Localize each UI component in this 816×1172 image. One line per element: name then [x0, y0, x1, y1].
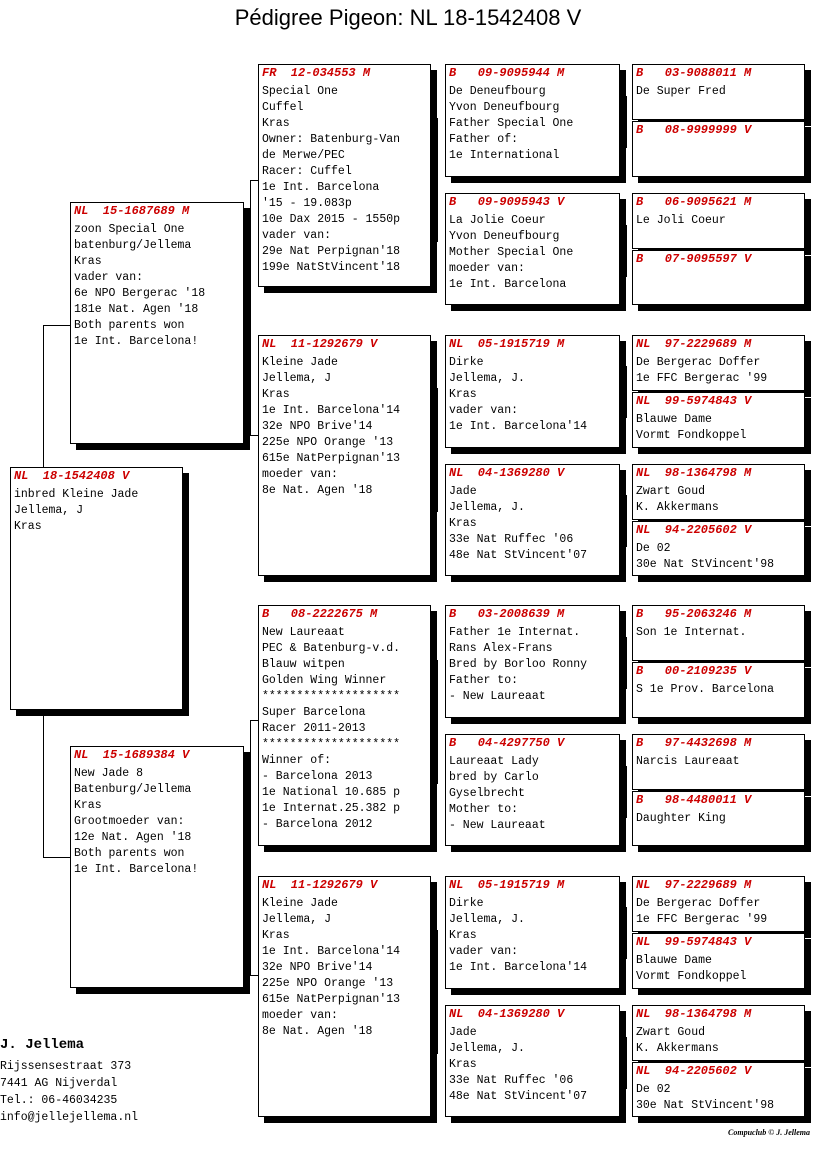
pigeon-details: Father 1e Internat. Rans Alex-Frans Bred by Borloo Ronny Father to: - New Laureaat: [449, 626, 588, 703]
owner-email: info@jellejellema.nl: [0, 1111, 139, 1124]
ring-number: B 09-9095943 V: [449, 195, 565, 209]
pigeon-details: S 1e Prov. Barcelona: [636, 683, 775, 696]
connector-line: [626, 766, 627, 818]
ring-number: NL 98-1364798 M: [636, 1007, 752, 1021]
ring-number: B 03-2008639 M: [449, 607, 565, 621]
ggg-parent-card: [632, 521, 805, 576]
ring-number: NL 15-1687689 M: [74, 204, 190, 218]
pigeon-details: [633, 137, 804, 141]
ring-number: NL 11-1292679 V: [262, 878, 378, 892]
sire-card: [70, 202, 244, 444]
connector-line: [250, 180, 251, 435]
ring-number: B 07-9095597 V: [636, 252, 752, 266]
ring-number: NL 97-2229689 M: [636, 337, 752, 351]
connector-line: [437, 118, 438, 242]
great-grandparent-card: [445, 335, 620, 448]
ggg-parent-card: [632, 193, 805, 249]
pigeon-details: New Laureaat PEC & Batenburg-v.d. Blauw witpen Golden Wing Winner ******************** Super Barcelona Racer 2011-2013 ******************** Winner of: - Barcelona 2013 1e National 10.685 p 1e Internat.25.382 p - Barcelona 2012: [262, 626, 401, 831]
pigeon-details: Jade Jellema, J. Kras 33e Nat Ruffec '06 48e Nat StVincent'07: [449, 1026, 588, 1103]
pigeon-details: Blauwe Dame Vormt Fondkoppel: [636, 413, 747, 442]
ggg-parent-card: [632, 1062, 805, 1117]
ring-number: B 00-2109235 V: [636, 664, 752, 678]
pigeon-details: Dirke Jellema, J. Kras vader van: 1e Int. Barcelona'14: [449, 356, 588, 433]
ring-number: B 98-4480011 V: [636, 793, 752, 807]
ring-number: NL 99-5974843 V: [636, 935, 752, 949]
connector-line: [437, 660, 438, 784]
connector-line: [43, 857, 71, 858]
great-grandparent-card: [445, 876, 620, 989]
ggg-parent-card: [632, 1005, 805, 1061]
owner-phone: Tel.: 06-46034235: [0, 1094, 118, 1107]
connector-line: [437, 388, 438, 512]
connector-line: [626, 495, 627, 547]
ring-number: NL 11-1292679 V: [262, 337, 378, 351]
ring-number: NL 05-1915719 M: [449, 878, 565, 892]
connector-line: [43, 325, 71, 326]
ring-number: NL 04-1369280 V: [449, 1007, 565, 1021]
pigeon-details: Jade Jellema, J. Kras 33e Nat Ruffec '06 48e Nat StVincent'07: [449, 485, 588, 562]
connector-line: [626, 637, 627, 689]
ring-number: NL 15-1689384 V: [74, 748, 190, 762]
connector-line: [250, 720, 251, 975]
connector-line: [626, 366, 627, 418]
connector-line: [626, 907, 627, 959]
great-grandparent-card: [445, 605, 620, 718]
ring-number: B 04-4297750 V: [449, 736, 565, 750]
dam-card: [70, 746, 244, 988]
pigeon-details: [633, 266, 804, 270]
pigeon-details: De Bergerac Doffer 1e FFC Bergerac '99: [636, 897, 768, 926]
owner-street: Rijssensestraat 373: [0, 1060, 132, 1073]
great-grandparent-card: [445, 193, 620, 305]
ring-number: NL 05-1915719 M: [449, 337, 565, 351]
pigeon-details: Kleine Jade Jellema, J Kras 1e Int. Barcelona'14 32e NPO Brive'14 225e NPO Orange '13 615e NatPerpignan'13 moeder van: 8e Nat. Agen '18: [262, 356, 401, 497]
ring-number: NL 18-1542408 V: [14, 469, 130, 483]
pigeon-details: New Jade 8 Batenburg/Jellema Kras Grootmoeder van: 12e Nat. Agen '18 Both parents won 1e Int. Barcelona!: [74, 767, 199, 876]
grandparent-card: [258, 605, 431, 846]
ring-number: B 03-9088011 M: [636, 66, 752, 80]
ggg-parent-card: [632, 464, 805, 520]
ring-number: B 08-9999999 V: [636, 123, 752, 137]
grandparent-card: [258, 64, 431, 287]
connector-line: [626, 96, 627, 148]
pigeon-details: La Jolie Coeur Yvon Deneufbourg Mother Special One moeder van: 1e Int. Barcelona: [449, 214, 574, 291]
ggg-parent-card: [632, 121, 805, 177]
grandparent-card: [258, 876, 431, 1117]
connector-line: [43, 710, 44, 857]
ggg-parent-card: [632, 392, 805, 448]
pigeon-details: De Deneufbourg Yvon Deneufbourg Father Special One Father of: 1e International: [449, 85, 574, 162]
ring-number: B 97-4432698 M: [636, 736, 752, 750]
ggg-parent-card: [632, 335, 805, 391]
ggg-parent-card: [632, 662, 805, 718]
grandparent-card: [258, 335, 431, 576]
connector-line: [437, 930, 438, 1054]
pigeon-details: Special One Cuffel Kras Owner: Batenburg-Van de Merwe/PEC Racer: Cuffel 1e Int. Barcelona '15 - 19.083p 10e Dax 2015 - 1550p vader van: 29e Nat Perpignan'18 199e NatStVincent'18: [262, 85, 401, 274]
owner-name: J. Jellema: [0, 1037, 85, 1053]
pigeon-details: Blauwe Dame Vormt Fondkoppel: [636, 954, 747, 983]
great-grandparent-card: [445, 734, 620, 846]
pigeon-details: De Super Fred: [636, 85, 726, 98]
pigeon-details: zoon Special One batenburg/Jellema Kras vader van: 6e NPO Bergerac '18 181e Nat. Agen '18 Both parents won 1e Int. Barcelona!: [74, 223, 206, 348]
ggg-parent-card: [632, 64, 805, 120]
pigeon-details: Zwart Goud K. Akkermans: [636, 1026, 719, 1055]
ggg-parent-card: [632, 734, 805, 790]
pigeon-details: Laureaat Lady bred by Carlo Gyselbrecht Mother to: - New Laureaat: [449, 755, 546, 832]
owner-city: 7441 AG Nijverdal: [0, 1077, 118, 1090]
pigeon-details: Son 1e Internat.: [636, 626, 747, 639]
connector-line: [626, 1037, 627, 1089]
pigeon-details: Narcis Laureaat: [636, 755, 740, 768]
subject-card: [10, 467, 183, 710]
ring-number: NL 97-2229689 M: [636, 878, 752, 892]
pigeon-details: Daughter King: [636, 812, 726, 825]
ggg-parent-card: [632, 876, 805, 932]
ggg-parent-card: [632, 933, 805, 989]
great-grandparent-card: [445, 64, 620, 177]
ring-number: B 09-9095944 M: [449, 66, 565, 80]
pigeon-details: De Bergerac Doffer 1e FFC Bergerac '99: [636, 356, 768, 385]
connector-line: [626, 225, 627, 277]
ggg-parent-card: [632, 605, 805, 661]
ring-number: B 08-2222675 M: [262, 607, 378, 621]
ring-number: NL 99-5974843 V: [636, 394, 752, 408]
ring-number: NL 94-2205602 V: [636, 523, 752, 537]
pigeon-details: De 02 30e Nat StVincent'98: [636, 1083, 775, 1112]
pigeon-details: Dirke Jellema, J. Kras vader van: 1e Int. Barcelona'14: [449, 897, 588, 974]
software-credit: Compuclub © J. Jellema: [728, 1128, 810, 1137]
pigeon-details: De 02 30e Nat StVincent'98: [636, 542, 775, 571]
ggg-parent-card: [632, 250, 805, 305]
pigeon-details: Zwart Goud K. Akkermans: [636, 485, 719, 514]
ring-number: NL 98-1364798 M: [636, 466, 752, 480]
great-grandparent-card: [445, 464, 620, 576]
great-grandparent-card: [445, 1005, 620, 1117]
pigeon-details: Le Joli Coeur: [636, 214, 726, 227]
connector-line: [43, 325, 44, 468]
ring-number: FR 12-034553 M: [262, 66, 371, 80]
ring-number: NL 04-1369280 V: [449, 466, 565, 480]
ring-number: B 95-2063246 M: [636, 607, 752, 621]
ring-number: NL 94-2205602 V: [636, 1064, 752, 1078]
ring-number: B 06-9095621 M: [636, 195, 752, 209]
pigeon-details: Kleine Jade Jellema, J Kras 1e Int. Barcelona'14 32e NPO Brive'14 225e NPO Orange '13 615e NatPerpignan'13 moeder van: 8e Nat. Agen '18: [262, 897, 401, 1038]
ggg-parent-card: [632, 791, 805, 846]
owner-address: [0, 1036, 138, 1126]
page-title: Pédigree Pigeon: NL 18-1542408 V: [234, 5, 582, 30]
pigeon-details: inbred Kleine Jade Jellema, J Kras: [14, 488, 139, 533]
